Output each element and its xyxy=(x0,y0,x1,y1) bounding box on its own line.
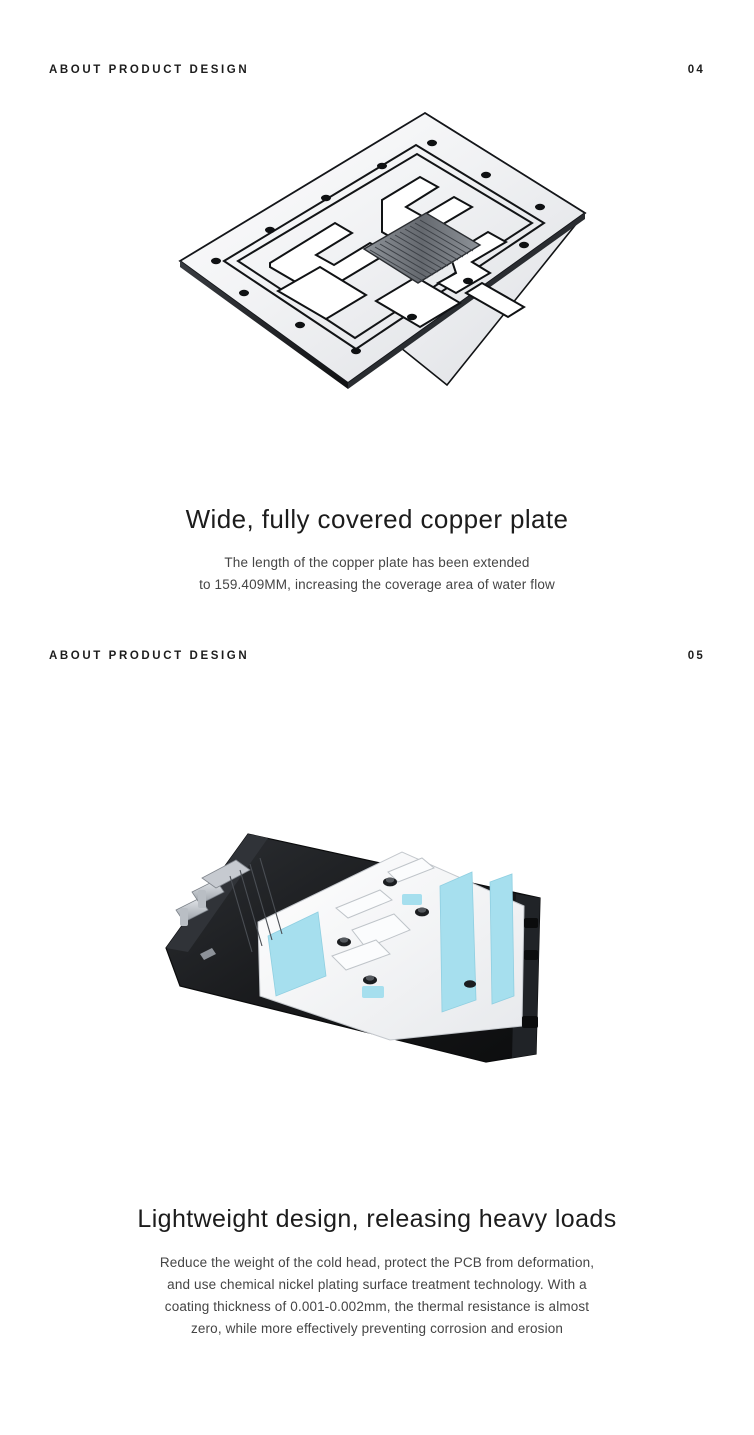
headline-copper-plate: Wide, fully covered copper plate xyxy=(185,504,569,534)
section-header-05 xyxy=(0,650,754,672)
subcopy-line: and use chemical nickel plating surface treatment technology. With a xyxy=(167,1277,587,1292)
section-kicker: ABOUT PRODUCT DESIGN xyxy=(49,650,250,662)
headline-lightweight-design: Lightweight design, releasing heavy loads xyxy=(137,1205,617,1233)
copper-plate-waterblock-figure xyxy=(120,95,640,485)
page-number: 05 xyxy=(687,650,705,662)
section-header-04 xyxy=(0,64,754,86)
section-kicker: ABOUT PRODUCT DESIGN xyxy=(49,64,250,76)
subcopy-line: to 159.409MM, increasing the coverage area of water flow xyxy=(199,577,555,592)
subcopy-line: coating thickness of 0.001-0.002mm, the thermal resistance is almost xyxy=(164,1299,590,1314)
subcopy-lightweight-design xyxy=(77,1252,677,1340)
page-number: 04 xyxy=(687,64,705,76)
subcopy-line: zero, while more effectively preventing corrosion and erosion xyxy=(190,1321,564,1336)
subcopy-line: The length of the copper plate has been extended xyxy=(224,555,530,570)
subcopy-line: Reduce the weight of the cold head, protect the PCB from deformation, xyxy=(159,1255,595,1270)
subcopy-copper-plate xyxy=(97,552,657,596)
gpu-waterblock-backside-figure xyxy=(140,790,610,1090)
